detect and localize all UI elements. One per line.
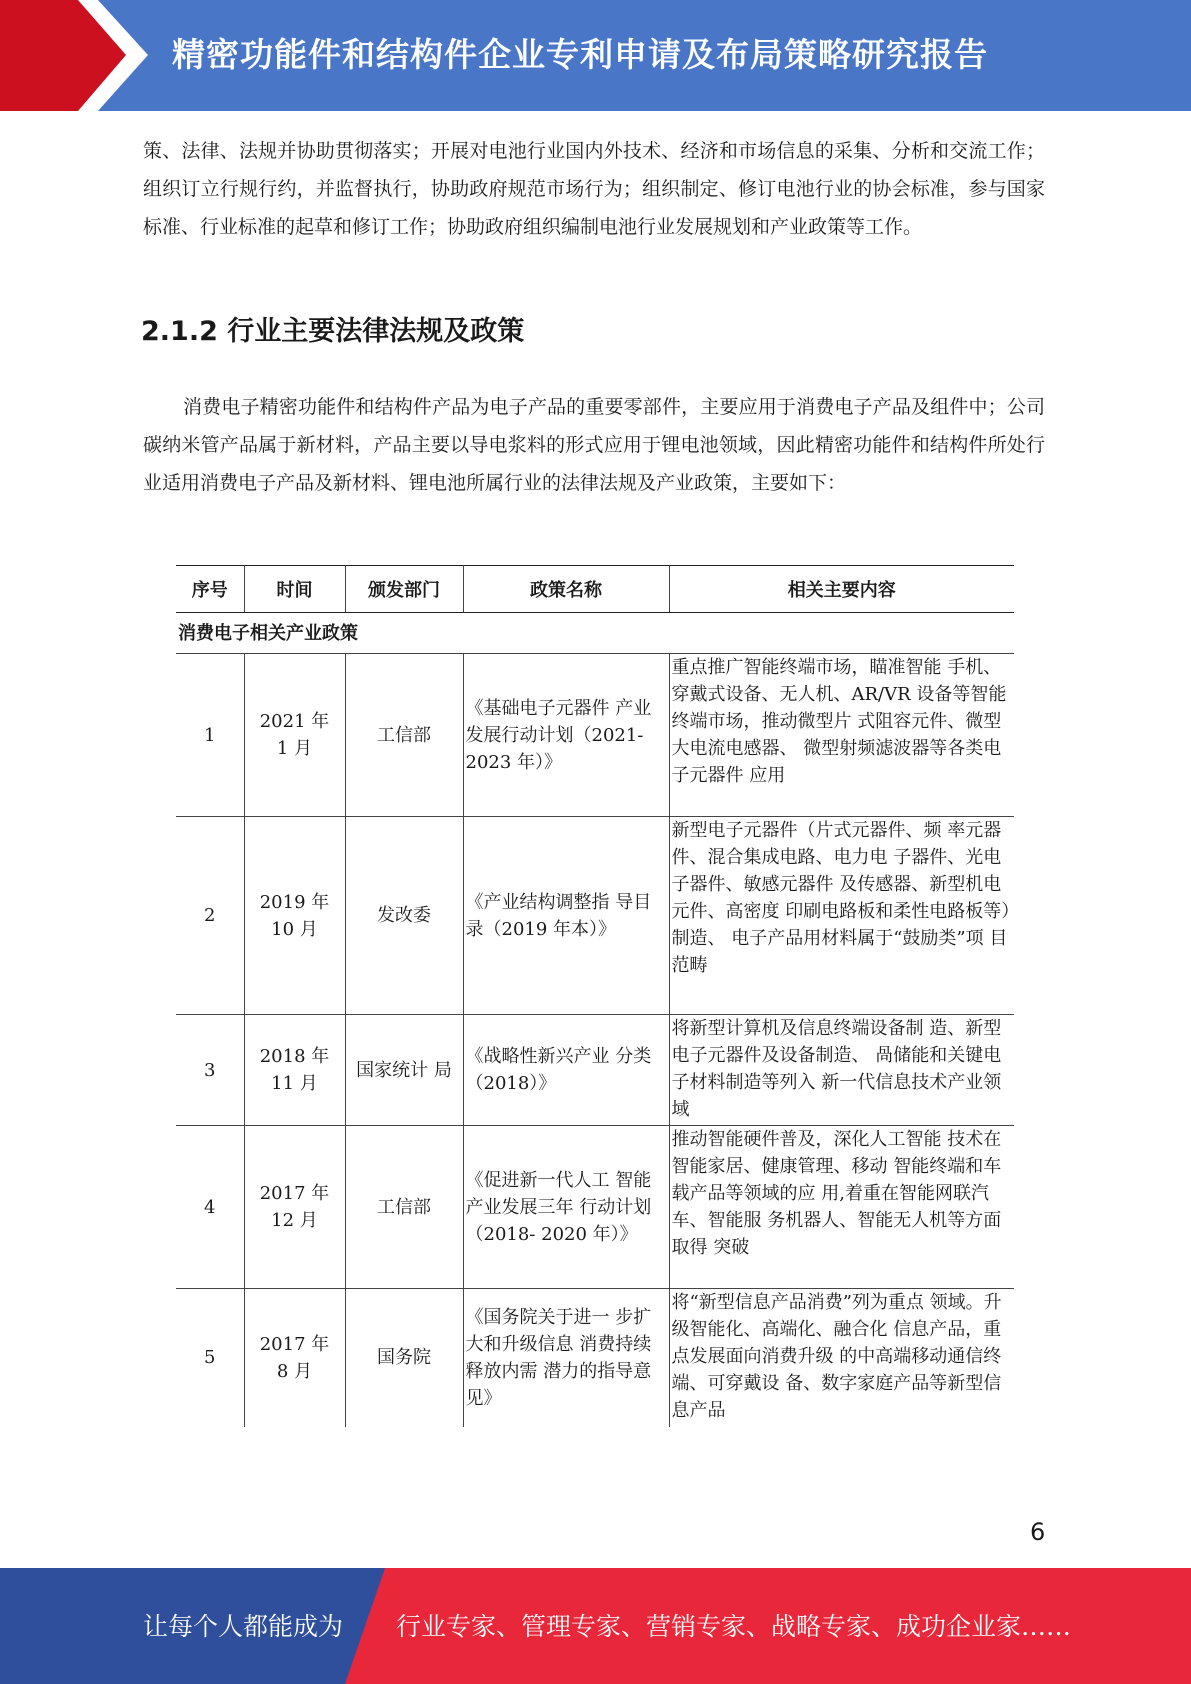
header-policy-name: 政策名称 [463, 566, 669, 613]
page-number: 6 [1030, 1518, 1046, 1546]
footer-slogan-right: 行业专家、管理专家、营销专家、战略专家、成功企业家…… [396, 1612, 1072, 1641]
row-date: 2019 年 10 月 [244, 817, 345, 1015]
row-no: 3 [176, 1015, 244, 1126]
row-no: 1 [176, 654, 244, 817]
row-content: 推动智能硬件普及，深化人工智能 技术在智能家居、健康管理、移动 智能终端和车载产品等领域的应 用,着重在智能网联汽车、智能服 务机器人、智能无人机等方面取得 突破 [669, 1126, 1014, 1289]
row-content: 将“新型信息产品消费”列为重点 领域。升级智能化、高端化、融合化 信息产品，重点发展面向消费升级 的中高端移动通信终端、可穿戴设 备、数字家庭产品等新型信息产品 [669, 1289, 1014, 1427]
row-policy-name: 《产业结构调整指 导目录（2019 年本）》 [463, 817, 669, 1015]
table-row [176, 1126, 1014, 1289]
table-row [176, 817, 1014, 1015]
row-no: 2 [176, 817, 244, 1015]
table-group-row [176, 613, 1014, 654]
row-content: 将新型计算机及信息终端设备制 造、新型电子元器件及设备制造、 咼储能和关键电子材料制造等列入 新一代信息技术产业领域 [669, 1015, 1014, 1126]
page-footer [0, 1568, 1191, 1684]
row-dept: 工信部 [345, 654, 463, 817]
row-policy-name: 《促进新一代人工 智能产业发展三年 行动计划（2018- 2020 年）》 [463, 1126, 669, 1289]
row-dept: 国家统计 局 [345, 1015, 463, 1126]
section-heading: 2.1.2 行业主要法律法规及政策 [141, 316, 525, 347]
row-dept: 工信部 [345, 1126, 463, 1289]
table-row [176, 1289, 1014, 1427]
header-no: 序号 [176, 566, 244, 613]
policy-table [176, 565, 1014, 1427]
header-dept: 颁发部门 [345, 566, 463, 613]
row-date: 2021 年 1 月 [244, 654, 345, 817]
group-label: 消费电子相关产业政策 [176, 613, 1014, 654]
row-policy-name: 《战略性新兴产业 分类（2018）》 [463, 1015, 669, 1126]
table-row [176, 654, 1014, 817]
report-title: 精密功能件和结构件企业专利申请及布局策略研究报告 [172, 35, 988, 74]
header-date: 时间 [244, 566, 345, 613]
row-no: 5 [176, 1289, 244, 1427]
row-dept: 发改委 [345, 817, 463, 1015]
paragraph-association-duties: 策、法律、法规并协助贯彻落实；开展对电池行业国内外技术、经济和市场信息的采集、分析和交流工作；组织订立行规行约，并监督执行，协助政府规范市场行为；组织制定、修订电池行业的协会标准，参与国家标准、行业标准的起草和修订工作；协助政府组织编制电池行业发展规划和产业政策等工作。 [143, 140, 1045, 238]
header-main-content: 相关主要内容 [669, 566, 1014, 613]
row-date: 2017 年 8 月 [244, 1289, 345, 1427]
page-header [0, 0, 1191, 111]
table-row [176, 1015, 1014, 1126]
footer-slogan-left: 让每个人都能成为 [143, 1612, 344, 1641]
row-date: 2017 年 12 月 [244, 1126, 345, 1289]
row-dept: 国务院 [345, 1289, 463, 1427]
table-header-row [176, 566, 1014, 613]
row-policy-name: 《国务院关于进一 步扩大和升级信息 消费持续释放内需 潜力的指导意见》 [463, 1289, 669, 1427]
row-content: 新型电子元器件（片式元器件、频 率元器件、混合集成电路、电力电 子器件、光电子器件、敏感元器件 及传感器、新型机电元件、高密度 印刷电路板和柔性电路板等）制造、 电子产品用材料属于“鼓励类”项 目范畴 [669, 817, 1014, 1015]
row-date: 2018 年 11 月 [244, 1015, 345, 1126]
paragraph-intro: 消费电子精密功能件和结构件产品为电子产品的重要零部件，主要应用于消费电子产品及组件中；公司碳纳米管产品属于新材料，产品主要以导电浆料的形式应用于锂电池领域，因此精密功能件和结构件所处行业适用消费电子产品及新材料、锂电池所属行业的法律法规及产业政策，主要如下： [143, 396, 1045, 494]
row-policy-name: 《基础电子元器件 产业发展行动计划（2021-2023 年）》 [463, 654, 669, 817]
row-no: 4 [176, 1126, 244, 1289]
row-content: 重点推广智能终端市场，瞄准智能 手机、穿戴式设备、无人机、AR/VR 设备等智能终端市场，推动微型片 式阻容元件、微型大电流电感器、 微型射频滤波器等各类电子元器件 应用 [669, 654, 1014, 817]
